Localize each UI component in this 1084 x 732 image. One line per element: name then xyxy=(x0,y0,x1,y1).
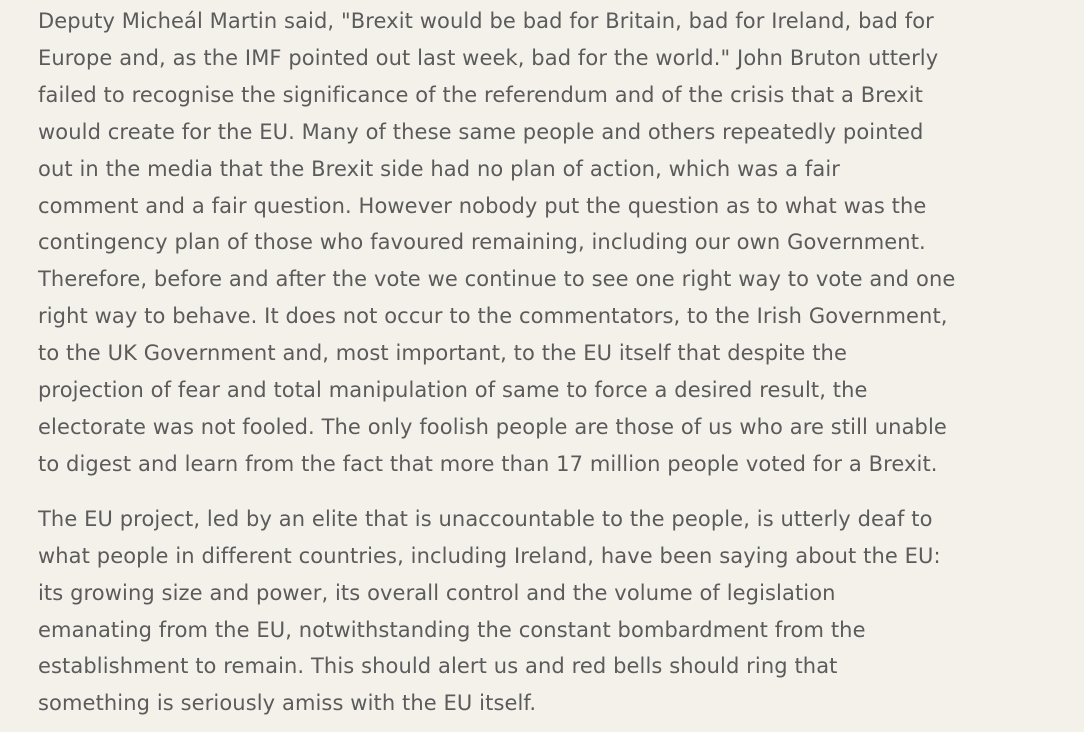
text-line: contingency plan of those who favoured remaining, including our own Government. xyxy=(38,230,926,255)
text-line: what people in different countries, including Ireland, have been saying about the EU: xyxy=(38,543,941,568)
text-line: electorate was not fooled. The only foolish people are those of us who are still unable xyxy=(38,414,947,439)
text-line: failed to recognise the significance of the referendum and of the crisis that a Brexit xyxy=(38,82,923,107)
text-line: establishment to remain. This should alert us and red bells should ring that xyxy=(38,654,838,679)
text-line: its growing size and power, its overall control and the volume of legislation xyxy=(38,580,836,605)
text-line: right way to behave. It does not occur to the commentators, to the Irish Government, xyxy=(38,304,948,329)
article-body xyxy=(38,3,1038,722)
text-line: comment and a fair question. However nobody put the question as to what was the xyxy=(38,193,927,218)
text-line: Europe and, as the IMF pointed out last week, bad for the world." John Bruton utterly xyxy=(38,45,939,70)
text-line: would create for the EU. Many of these same people and others repeatedly pointed xyxy=(38,119,924,144)
text-line: Deputy Micheál Martin said, "Brexit would be bad for Britain, bad for Ireland, bad for xyxy=(38,9,934,33)
text-line: to digest and learn from the fact that more than 17 million people voted for a Brexit. xyxy=(38,451,938,476)
text-line: out in the media that the Brexit side had no plan of action, which was a fair xyxy=(38,156,840,181)
text-line: Therefore, before and after the vote we continue to see one right way to vote and one xyxy=(38,267,956,292)
text-line: to the UK Government and, most important, to the EU itself that despite the xyxy=(38,341,847,366)
text-line: The EU project, led by an elite that is unaccountable to the people, is utterly deaf to xyxy=(38,506,933,531)
paragraph-2 xyxy=(38,501,1038,722)
text-line: something is seriously amiss with the EU itself. xyxy=(38,691,537,716)
text-line: projection of fear and total manipulation of same to force a desired result, the xyxy=(38,378,868,403)
text-line: emanating from the EU, notwithstanding the constant bombardment from the xyxy=(38,617,866,642)
paragraph-1 xyxy=(38,3,1038,483)
